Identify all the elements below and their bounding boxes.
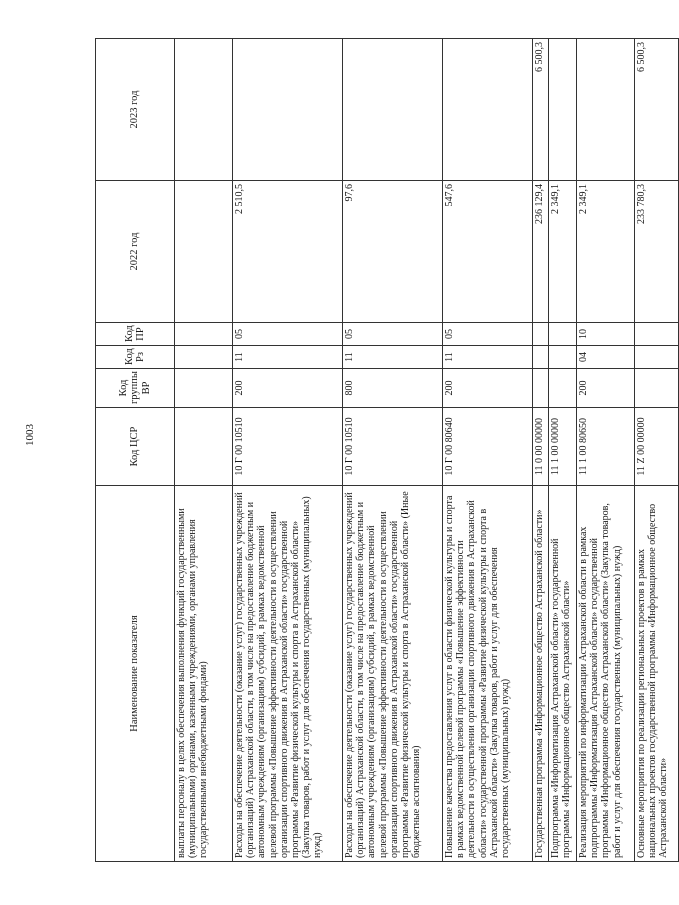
table-header-row xyxy=(96,39,175,862)
row-2023: 6 500,3 xyxy=(533,39,549,181)
row-name: Подпрограмма «Информатизация Астраханской области» государственной программы «Информационное общество Астраханской области» xyxy=(549,486,577,862)
row-rz: 11 xyxy=(443,346,533,369)
row-rz xyxy=(175,346,233,369)
row-2023: 6 500,3 xyxy=(635,39,679,181)
row-2022 xyxy=(175,181,233,323)
table-row xyxy=(549,39,577,862)
row-2022: 2 349,1 xyxy=(577,181,635,323)
header-2022: 2022 год xyxy=(96,181,175,323)
row-2023 xyxy=(577,39,635,181)
row-pr: 05 xyxy=(443,323,533,346)
row-name: Расходы на обеспечение деятельности (оказание услуг) государственных учреждений (организаций) Астраханской области, в том числе на предоставление бюджетным и автономным учреждениям (организациям) субсидий, в рамках ведомственной целевой программы «Повышение эффективности деятельности в осуществлении организации спортивного движения в Астраханской области» государственной программы «Развитие физической культуры и спорта в Астраханской области» (Закупка товаров, работ и услуг для обеспечения государственных (муниципальных) нужд) xyxy=(233,486,343,862)
row-rz: 04 xyxy=(577,346,635,369)
row-2022: 2 349,1 xyxy=(549,181,577,323)
row-2023 xyxy=(175,39,233,181)
table-row xyxy=(233,39,343,862)
row-vr: 200 xyxy=(577,369,635,408)
row-vr xyxy=(549,369,577,408)
row-csr xyxy=(175,408,233,486)
row-pr: 10 xyxy=(577,323,635,346)
row-2022: 236 129,4 xyxy=(533,181,549,323)
row-2023 xyxy=(443,39,533,181)
row-name: Реализация мероприятий по информатизации Астраханской области в рамках подпрограммы «Информатизация Астраханской области» государственной программы «Информационное общество Астраханской области» (Закупка товаров, работ и услуг для обеспечения государственных (муниципальных) нужд) xyxy=(577,486,635,862)
header-2023: 2023 год xyxy=(96,39,175,181)
row-2022: 547,6 xyxy=(443,181,533,323)
row-csr: 11 0 00 00000 xyxy=(533,408,549,486)
row-name: Основные мероприятия по реализации региональных проектов в рамках национальных проектов государственной программы «Информационное общество Астраханской области» xyxy=(635,486,679,862)
table-row xyxy=(635,39,679,862)
row-pr xyxy=(533,323,549,346)
row-vr xyxy=(533,369,549,408)
row-rz: 11 xyxy=(343,346,443,369)
table-row xyxy=(577,39,635,862)
row-csr: 11 1 00 80650 xyxy=(577,408,635,486)
header-rz: Код Рз xyxy=(96,346,175,369)
rotated-page-content xyxy=(95,39,679,862)
row-pr xyxy=(549,323,577,346)
row-csr: 11 1 00 00000 xyxy=(549,408,577,486)
row-vr: 200 xyxy=(233,369,343,408)
header-csr: Код ЦСР xyxy=(96,408,175,486)
row-2022: 97,6 xyxy=(343,181,443,323)
table-row xyxy=(343,39,443,862)
row-name: Повышение качества предоставления услуг в области физической культуры и спорта в рамках ведомственной целевой программы «Повышение эффективности деятельности в осуществлении организации спортивного движения в Астраханской области» государственной программы «Развитие физической культуры и спорта в Астраханской области» (Закупка товаров, работ и услуг для обеспечения государственных (муниципальных) нужд) xyxy=(443,486,533,862)
row-csr: 10 Г 00 80640 xyxy=(443,408,533,486)
table-row xyxy=(443,39,533,862)
row-rz xyxy=(635,346,679,369)
row-2022: 2 510,5 xyxy=(233,181,343,323)
row-rz: 11 xyxy=(233,346,343,369)
row-2023 xyxy=(233,39,343,181)
row-pr: 05 xyxy=(233,323,343,346)
row-vr: 200 xyxy=(443,369,533,408)
row-csr: 10 Г 00 10510 xyxy=(343,408,443,486)
row-pr: 05 xyxy=(343,323,443,346)
row-2023 xyxy=(549,39,577,181)
row-2023 xyxy=(343,39,443,181)
header-name: Наименование показателя xyxy=(96,486,175,862)
row-pr xyxy=(635,323,679,346)
row-2022: 233 780,3 xyxy=(635,181,679,323)
table-row xyxy=(175,39,233,862)
row-vr: 800 xyxy=(343,369,443,408)
row-name: выплаты персоналу в целях обеспечения выполнения функций государственными (муниципальными) органами, казенными учреждениями, органами управления государственными внебюджетными фондами) xyxy=(175,486,233,862)
page-number: 1003 xyxy=(24,424,36,446)
row-rz xyxy=(549,346,577,369)
budget-table xyxy=(95,38,679,862)
header-vr: Код группы ВР xyxy=(96,369,175,408)
row-vr xyxy=(175,369,233,408)
row-csr: 11 Z 00 00000 xyxy=(635,408,679,486)
row-rz xyxy=(533,346,549,369)
row-vr xyxy=(635,369,679,408)
row-csr: 10 Г 00 10510 xyxy=(233,408,343,486)
row-name: Расходы на обеспечение деятельности (оказание услуг) государственных учреждений (организаций) Астраханской области, в том числе на предоставление бюджетным и автономным учреждениям (организациям) субсидий, в рамках ведомственной целевой программы «Повышение эффективности деятельности в осуществлении организации спортивного движения в Астраханской области» государственной программы «Развитие физической культуры и спорта в Астраханской области» (Иные бюджетные ассигнования) xyxy=(343,486,443,862)
row-pr xyxy=(175,323,233,346)
header-pr: Код ПР xyxy=(96,323,175,346)
table-row xyxy=(533,39,549,862)
row-name: Государственная программа «Информационное общество Астраханской области» xyxy=(533,486,549,862)
